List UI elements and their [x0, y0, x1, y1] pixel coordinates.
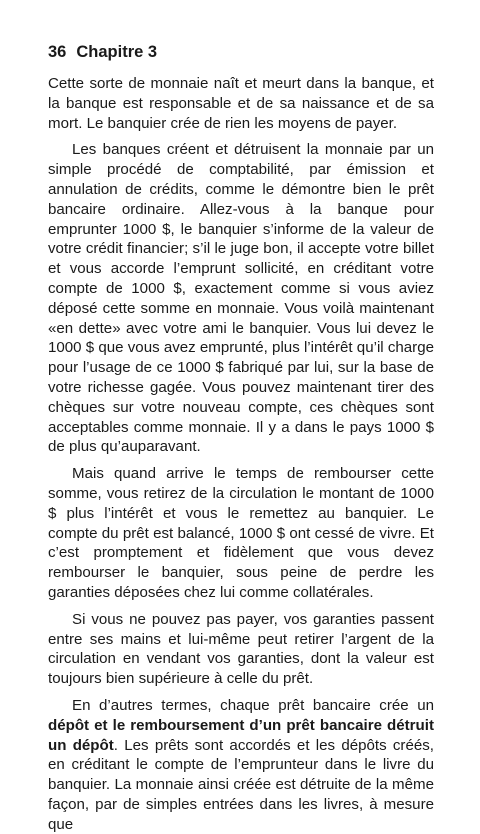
paragraph-2: Les banques créent et détruisent la monnaie par un simple procédé de comptabilité, par émission et annulation de crédits, comme le démontre bien le prêt bancaire ordinaire. Allez-vous à la banque pour emprunter 1000 $, le banquier s’informe de la valeur de votre crédit financier; s’il le juge bon, il accepte votre billet et vous accorde l’emprunt sollicité, en créditant votre compte de 1000 $, exactement comme si vous aviez déposé cette somme en monnaie. Vous voilà maintenant «en dette» avec votre ami le banquier. Vous lui devez le 1000 $ que vous avez emprunté, plus l’intérêt qu’il charge pour l’usage de ce 1000 $ fabriqué par lui, sur la base de votre richesse gagée. Vous pouvez maintenant tirer des chèques sur votre nouveau compte, ces chèques sont acceptables comme monnaie. Il y a dans le pays 1000 $ de plus qu’auparavant.	[48, 141, 434, 456]
paragraph-5-rest: . Les prêts sont accordés et les dépôts créés, en créditant le compte de l’emprunteur dans le livre du banquier. La monnaie ainsi créée est détruite de la même façon, par de simples entrées dans les livres, à mesure que	[48, 736, 434, 833]
chapter-title: Chapitre 3	[76, 43, 158, 61]
paragraph-5-intro: En d’autres termes, chaque prêt bancaire crée un	[72, 696, 434, 714]
paragraph-4: Si vous ne pouvez pas payer, vos garanties passent entre ses mains et lui-même peut retirer l’argent de la circulation en vendant vos garanties, dont la valeur est toujours bien supérieure à celle du prêt.	[48, 610, 434, 688]
paragraph-5	[48, 696, 434, 834]
paragraph-5-bold: dépôt et le remboursement d’un prêt bancaire détruit un dépôt	[48, 716, 434, 754]
running-header	[48, 42, 434, 62]
paragraph-1: Cette sorte de monnaie naît et meurt dans la banque, et la banque est responsable et de sa naissance et de sa mort. Le banquier crée de rien les moyens de payer.	[48, 75, 434, 132]
paragraph-3: Mais quand arrive le temps de rembourser cette somme, vous retirez de la circulation le montant de 1000 $ plus l’intérêt et vous le remettez au banquier. Le compte du prêt est balancé, 1000 $ ont cessé de vivre. Et c’est promptement et fidèlement que vous devez rembourser le banquier, sous peine de perdre les garanties déposées chez lui comme collatérales.	[48, 465, 434, 601]
page-number: 36	[48, 43, 67, 61]
